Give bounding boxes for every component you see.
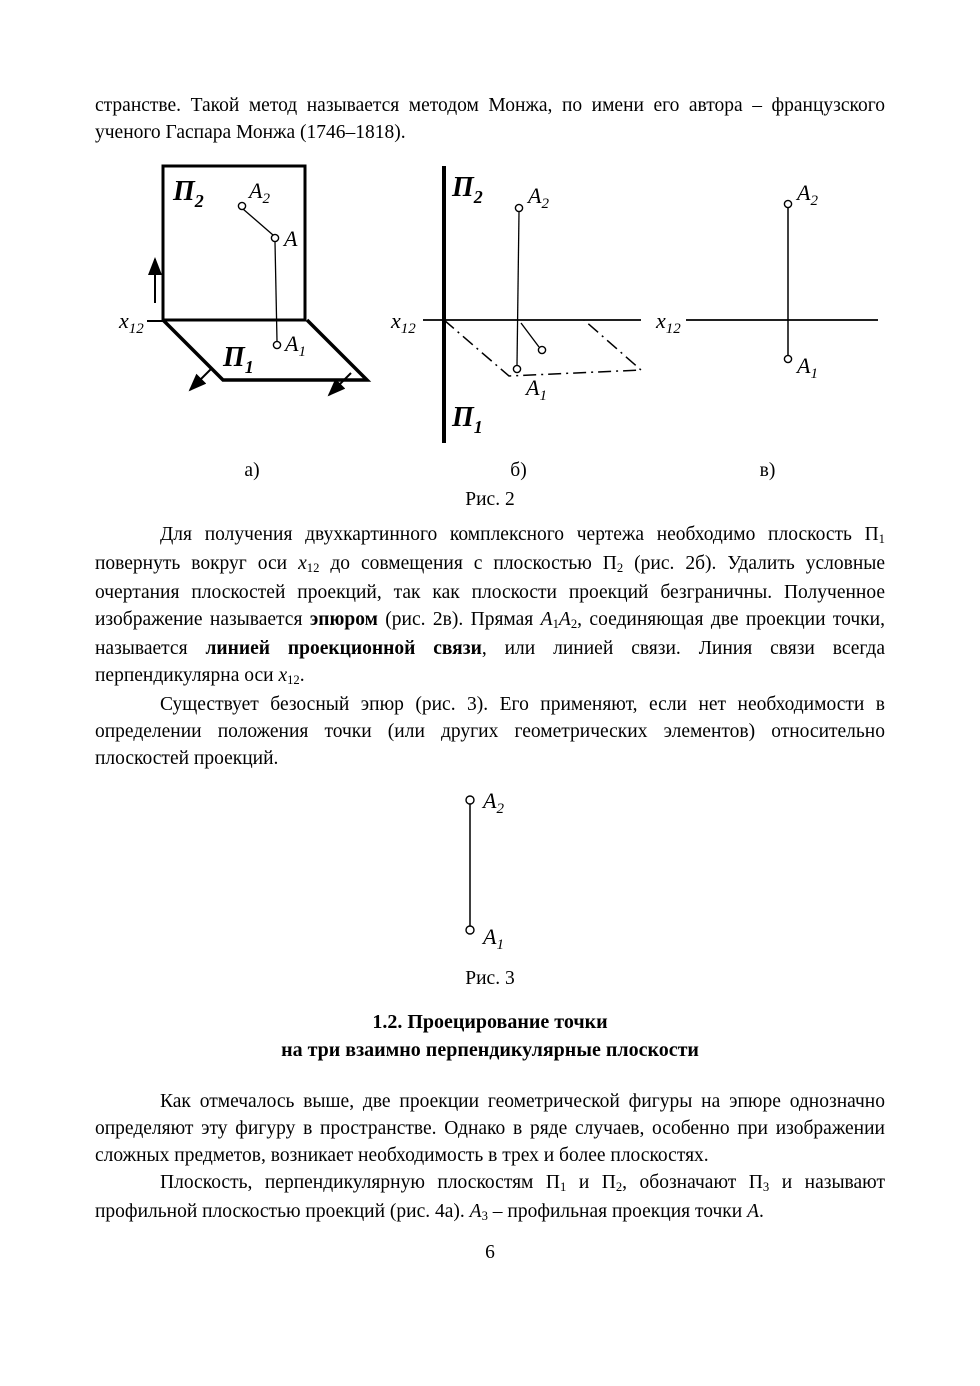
label-point-a: A: [284, 226, 298, 251]
label-plane-p1: $П_1$: [223, 342, 254, 377]
figure-2a-sublabel: а): [244, 460, 260, 481]
figure-2v-sublabel: в): [759, 460, 776, 481]
point-a1-marker: [273, 341, 280, 348]
figure-2b: [389, 158, 649, 484]
plane-pi1-path: [163, 320, 367, 380]
figure-2a: [117, 158, 387, 484]
rotation-arrow-right: [329, 373, 351, 395]
section-heading: [95, 1008, 885, 1064]
label-point-a1: $A_1$: [285, 331, 306, 360]
label-plane-p1: $П_1$: [451, 402, 483, 437]
label-plane-p2: $П_2$: [173, 176, 204, 211]
point-a2-marker: [466, 796, 474, 804]
projection-lines: [517, 212, 539, 365]
label-axis-x12: $x_{12}$: [656, 308, 681, 337]
label-point-a2: $A_2$: [527, 183, 549, 212]
label-point-a1: $A_1$: [483, 924, 504, 953]
section-heading-line2: на три взаимно перпендикулярные плоскости: [281, 1039, 699, 1061]
label-point-a1: $A_1$: [797, 353, 818, 382]
line-rotating-a1: [521, 323, 539, 347]
point-a1-intermediate-marker: [538, 346, 545, 353]
figure-2b-drawing: [389, 158, 649, 458]
plane-pi1-outline: [163, 320, 367, 380]
figure-2: [95, 158, 885, 484]
label-point-a2: $A_2$: [249, 178, 270, 207]
point-a2-marker: [238, 202, 245, 209]
paragraph-three-planes-intro: Как отмечалось выше, две проекции геометрической фигуры на эпюре однозначно определяют эту фигуру в пространстве. Однако в ряде случаев, особенно при изображении сложных предметов, возникает необходимость в трех и более плоскостях.: [95, 1091, 885, 1166]
point-a1-marker: [513, 365, 520, 372]
paragraph-axisless-epure: Существует безосный эпюр (рис. 3). Его применяют, если нет необходимости в определении положения точки (или других геометрических элементов) относительно плоскостей проекций.: [95, 694, 885, 769]
label-axis-x12: $x_{12}$: [119, 308, 144, 337]
figure-2a-drawing: [117, 158, 387, 458]
line-a-a1: [275, 242, 277, 341]
figure-3-caption: Рис. 3: [465, 968, 515, 989]
point-a1-marker: [784, 355, 791, 362]
line-a2-a1: [517, 212, 519, 365]
section-heading-line1: 1.2. Проецирование точки: [372, 1011, 608, 1033]
figure-2v: [650, 158, 885, 484]
label-point-a2: $A_2$: [797, 180, 818, 209]
label-point-a2: $A_2$: [483, 788, 504, 817]
rotation-arrow-left: [190, 368, 212, 390]
figure-3: [390, 788, 590, 963]
label-plane-p2: $П_2$: [451, 172, 483, 207]
figure-2v-drawing: [650, 158, 885, 458]
figure-3-drawing: [390, 788, 590, 958]
paragraph-intro: странстве. Такой метод называется методом Монжа, по имени его автора – французского ученого Гаспара Монжа (1746–1818).: [95, 95, 885, 143]
point-a1-marker: [466, 926, 474, 934]
paragraph-complex-drawing: Для получения двухкартинного комплексного чертежа необходимо плоскость П1 повернуть вокруг оси x12 до совмещения с плоскостью П2 (рис. 2б). Удалить условные очертания плоскостей проекций, так как плоскости проекций безграничны. Полученное изображение называется эпюром (рис. 2в). Прямая A1A2, соединяющая две проекции точки, называется линией проекционной связи, или линией связи. Линия связи всегда перпендикулярна оси x12.: [95, 524, 886, 687]
label-point-a1: $A_1$: [525, 375, 547, 404]
figure-2-caption: Рис. 2: [465, 489, 515, 510]
point-a-marker: [271, 234, 278, 241]
label-axis-x12: $x_{12}$: [390, 308, 416, 337]
line-a2-a: [243, 209, 273, 235]
paragraph-profile-plane: Плоскость, перпендикулярную плоскостям П1 и П2, обозначают П3 и называют профильной плоскостью проекций (рис. 4а). A3 – профильная проекция точки A.: [95, 1172, 885, 1223]
figure-2b-sublabel: б): [510, 460, 527, 481]
point-markers: [238, 202, 280, 348]
page-number: 6: [485, 1242, 495, 1263]
point-a2-marker: [515, 204, 522, 211]
point-a2-marker: [784, 200, 791, 207]
